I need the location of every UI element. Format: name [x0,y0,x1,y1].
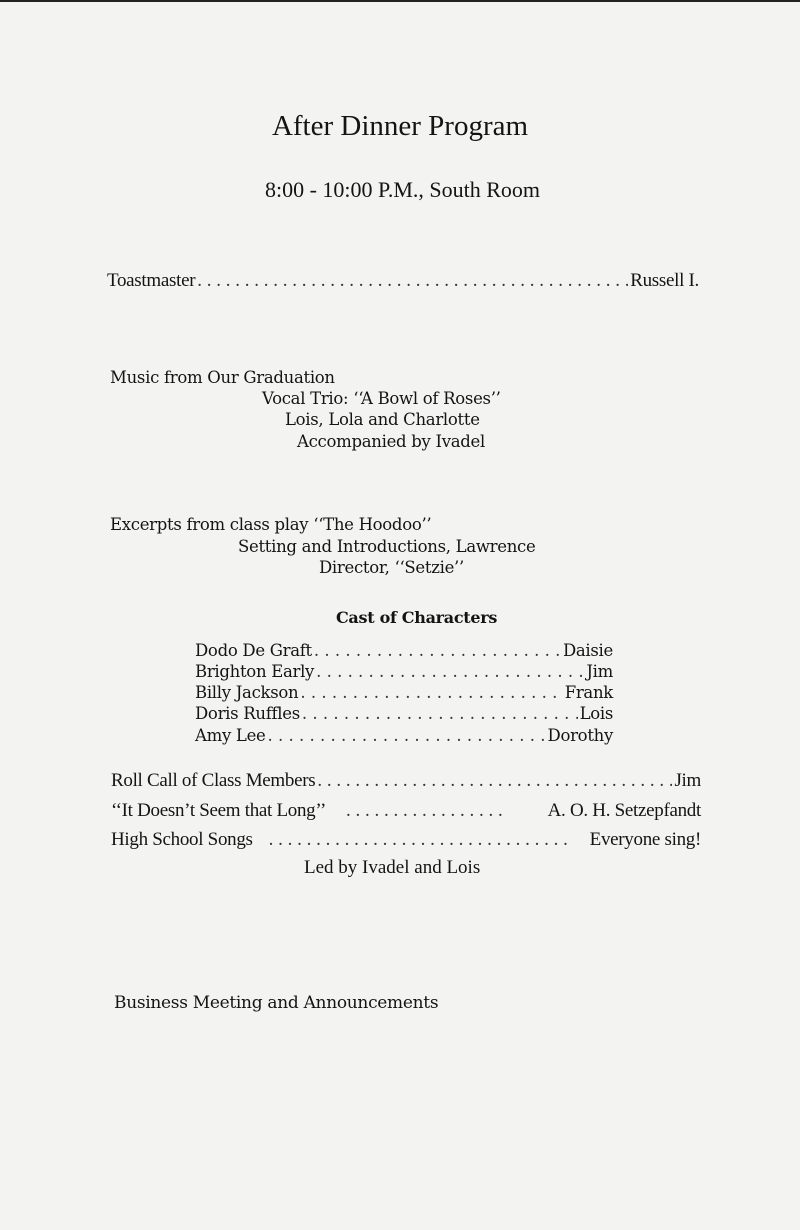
business-meeting: Business Meeting and Announcements [114,993,439,1013]
leader-dots [300,683,562,702]
cast-role: Billy Jackson [195,683,299,702]
cast-role: Dodo De Graft [195,641,312,660]
leader-dots [302,704,578,723]
cast-role: Amy Lee [195,726,266,745]
play-line: Director, ‘‘Setzie’’ [319,558,464,577]
play-line: Setting and Introductions, Lawrence [238,537,536,556]
leader-dots [269,829,572,851]
cast-role: Brighton Early [195,662,315,681]
cast-row [195,704,613,723]
music-heading: Music from Our Graduation [110,368,335,387]
cast-actor: Frank [564,683,613,702]
leader-dots [316,662,584,681]
play-heading: Excerpts from class play ‘‘The Hoodoo’’ [110,515,432,534]
page-title: After Dinner Program [271,110,529,142]
leader-dots [317,770,672,792]
program-item-label: High School Songs [111,829,253,850]
program-item-value: Jim [674,770,701,791]
cast-actor: Dorothy [547,726,613,745]
songs-note: Led by Ivadel and Lois [304,857,481,878]
page-subtitle: 8:00 - 10:00 P.M., South Room [264,177,541,202]
cast-heading: Cast of Characters [336,608,498,627]
program-item-row [111,800,701,822]
cast-row [195,683,613,702]
leader-dots [197,270,628,292]
cast-actor: Lois [579,704,613,723]
cast-actor: Jim [586,662,613,681]
cast-actor: Daisie [562,641,613,660]
leader-dots [346,800,508,822]
music-line: Lois, Lola and Charlotte [285,410,480,429]
program-item-row [111,829,701,851]
page-top-border [0,0,800,2]
program-item-label: ‘‘It Doesn’t Seem that Long’’ [111,800,327,821]
program-item-value: A. O. H. Setzepfandt [547,800,701,821]
leader-dots [268,726,546,745]
toastmaster-label: Toastmaster [107,270,196,291]
leader-dots [314,641,561,660]
program-item-row [111,770,701,792]
toastmaster-row [107,270,699,292]
program-item-label: Roll Call of Class Members [111,770,316,791]
cast-role: Doris Ruffles [195,704,300,723]
cast-row [195,726,613,745]
cast-row [195,641,613,660]
program-item-value: Everyone sing! [589,829,701,850]
music-line: Accompanied by Ivadel [297,432,485,451]
cast-row [195,662,613,681]
music-line: Vocal Trio: ‘‘A Bowl of Roses’’ [262,389,501,408]
toastmaster-value: Russell I. [630,270,699,291]
